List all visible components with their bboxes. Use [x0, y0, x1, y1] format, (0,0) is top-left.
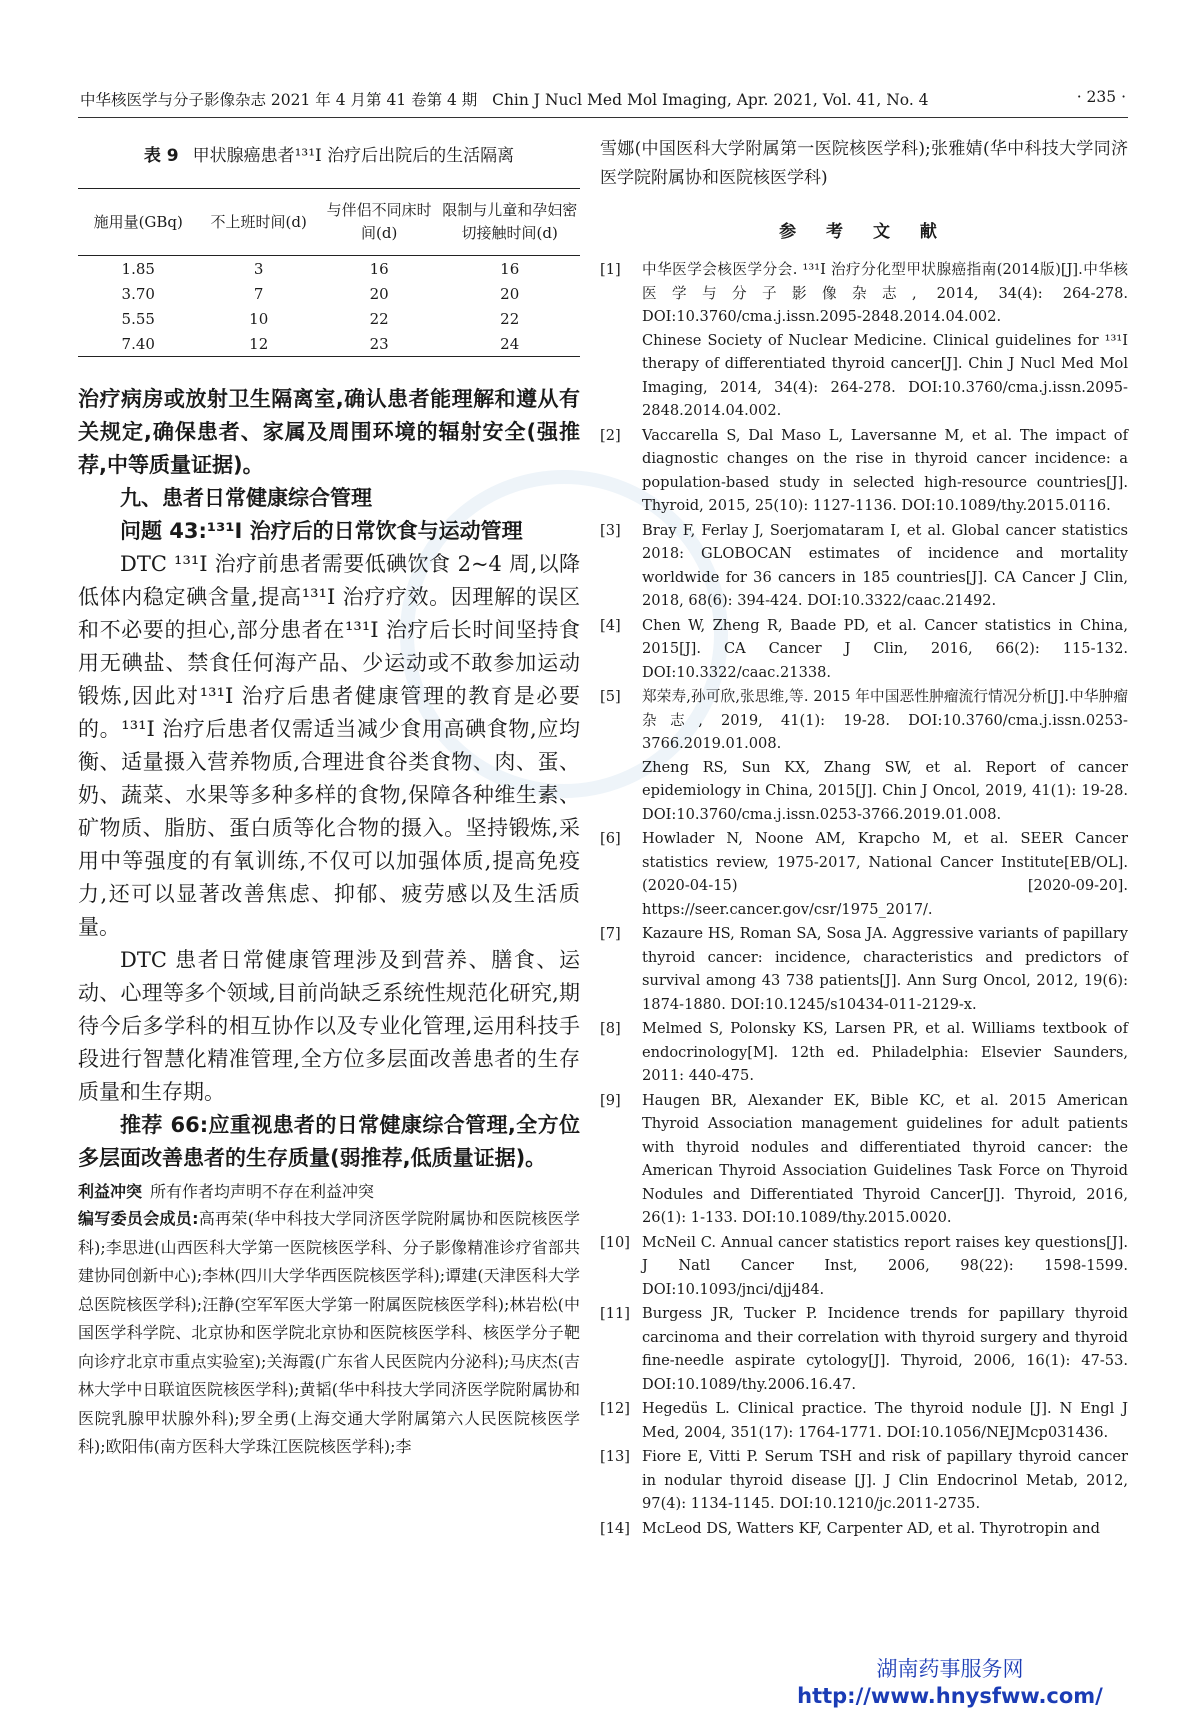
table-title: 甲状腺癌患者¹³¹I 治疗后出院后的生活隔离	[192, 146, 515, 166]
recommendation-66: 推荐 66:应重视患者的日常健康综合管理,全方位多层面改善患者的生存质量(弱推荐,低质量证据)。	[78, 1113, 580, 1170]
reference-number: [9]	[600, 1091, 621, 1109]
reference-text-en: Zheng RS, Sun KX, Zhang SW, et al. Report of cancer epidemiology in China, 2015[J]. Chin J Oncol, 2019, 41(1): 19-28. DOI:10.3760/cma.j.issn.0253-3766.2019.01.008.	[642, 758, 1128, 823]
table-row	[78, 306, 580, 331]
reference-number: [12]	[600, 1400, 630, 1417]
col-header-separate-bed: 与伴侣不同床时间(d)	[326, 201, 432, 242]
reference-number: [8]	[600, 1020, 621, 1037]
reference-number: [7]	[600, 925, 621, 942]
reference-text: Haugen BR, Alexander EK, Bible KC, et al. 2015 American Thyroid Association management guidelines for adult patients with thyroid nodules and differentiated thyroid cancer: the American Thyroid Association Guidelines Task Force on Thyroid Nodules and Differentiated Thyroid Cancer[J]. Thyroid, 2016, 26(1): 1-133. DOI:10.1089/thy.2015.0020.	[642, 1091, 1128, 1226]
reference-item	[600, 424, 1128, 518]
reference-list	[600, 258, 1128, 1540]
reference-text: Vaccarella S, Dal Maso L, Laversanne M, et al. The impact of diagnostic changes on the rise in thyroid cancer incidence: a population-based study in selected high-resource countries[J]. Thyroid, 2015, 25(10): 1127-1136. DOI:10.1089/thy.2015.0116.	[642, 426, 1128, 514]
table-cell: 7.40	[121, 334, 155, 353]
reference-text-en: Chinese Society of Nuclear Medicine. Clinical guidelines for ¹³¹I therapy of differentiated thyroid cancer[J]. Chin J Nucl Med Mol Imaging, 2014, 34(4): 264-278. DOI:10.3760/cma.j.issn.2095-2848.2014.04.002.	[642, 331, 1128, 419]
committee-label: 编写委员会成员:	[78, 1209, 199, 1228]
reference-item	[600, 1397, 1128, 1444]
reference-text: Bray F, Ferlay J, Soerjomataram I, et al. Global cancer statistics 2018: GLOBOCAN estimates of incidence and mortality worldwide for 36 cancers in 185 countries[J]. CA Cancer J Clin, 2018, 68(6): 394-424. DOI:10.3322/caac.21492.	[642, 521, 1128, 609]
col-header-off-work: 不上班时间(d)	[210, 212, 307, 231]
table-cell: 5.55	[121, 309, 155, 328]
journal-citation	[80, 88, 929, 110]
table-cell: 20	[500, 284, 520, 303]
reference-item	[600, 922, 1128, 1016]
reference-number: [13]	[600, 1448, 630, 1465]
header-rule	[78, 117, 1128, 118]
site-url[interactable]: http://www.hnysfww.com/	[797, 1684, 1103, 1708]
reference-text: McNeil C. Annual cancer statistics report raises key questions[J]. J Natl Cancer Inst, 2006, 98(22): 1598-1599. DOI:10.1093/jnci/djj484.	[642, 1233, 1128, 1298]
table-caption	[78, 141, 580, 166]
reference-item	[600, 258, 1128, 423]
reference-number: [1]	[600, 261, 621, 278]
table-cell: 23	[369, 334, 389, 353]
conflict-label: 利益冲突	[78, 1182, 143, 1201]
reference-text: 郑荣寿,孙可欣,张思维,等. 2015 年中国恶性肿瘤流行情况分析[J].中华肿瘤杂志, 2019, 41(1): 19-28. DOI:10.3760/cma.j.issn.0253-3766.2019.01.008.	[642, 688, 1128, 752]
isolation-table	[78, 188, 580, 357]
reference-item	[600, 1231, 1128, 1302]
table-cell: 12	[249, 334, 269, 353]
recommendation-continuation: 治疗病房或放射卫生隔离室,确认患者能理解和遵从有关规定,确保患者、家属及周围环境的辐射安全(强推荐,中等质量证据)。	[78, 387, 580, 477]
committee-members-continuation: 雪娜(中国医科大学附属第一医院核医学科);张雅婧(华中科技大学同济医学院附属协和医院核医学科)	[600, 139, 1128, 188]
table-cell: 24	[500, 334, 520, 353]
reference-text: Kazaure HS, Roman SA, Sosa JA. Aggressive variants of papillary thyroid cancer: incidence, characteristics and predictors of survival among 43 738 patients[J]. Ann Surg Oncol, 2012, 19(6): 1874-1880. DOI:10.1245/s10434-011-2129-x.	[642, 925, 1128, 1013]
reference-number: [5]	[600, 688, 621, 705]
reference-number: [4]	[600, 616, 621, 634]
table-cell: 22	[369, 309, 389, 328]
footer-watermark-site	[780, 1656, 1120, 1710]
body-paragraph-health-management: DTC 患者日常健康管理涉及到营养、膳食、运动、心理等多个领域,目前尚缺乏系统性规范化研究,期待今后多学科的相互协作以及专业化管理,运用科技手段进行智慧化精准管理,全方位多层面改善患者的生存质量和生存期。	[78, 948, 580, 1104]
col-header-dose: 施用量(GBq)	[93, 212, 183, 231]
body-paragraph-diet-exercise: DTC ¹³¹I 治疗前患者需要低碘饮食 2~4 周,以降低体内稳定碘含量,提高¹³¹I 治疗疗效。因理解的误区和不必要的担心,部分患者在¹³¹I 治疗后长时间坚持食用无碘盐、禁食任何海产品、少运动或不敢参加运动锻炼,因此对¹³¹I 治疗后患者健康管理的教育是必要的。¹³¹I 治疗后患者仅需适当减少食用高碘食物,应均衡、适量摄入营养物质,合理进食谷类食物、肉、蛋、奶、蔬菜、水果等多种多样的食物,保障各种维生素、矿物质、脂肪、蛋白质等化合物的摄入。坚持锻炼,采用中等强度的有氧训练,不仅可以加强体质,提高免疫力,还可以显著改善焦虑、抑郁、疲劳感以及生活质量。	[78, 552, 580, 939]
section-heading-9: 九、患者日常健康综合管理	[120, 486, 372, 510]
reference-item	[600, 685, 1128, 826]
table-row	[78, 256, 580, 282]
reference-number: [10]	[600, 1233, 630, 1251]
committee-members	[78, 1205, 580, 1462]
table-cell: 16	[500, 259, 520, 278]
table-row	[78, 281, 580, 306]
table-header-row	[78, 189, 580, 256]
journal-name-en: Chin J Nucl Med Mol Imaging, Apr. 2021, Vol. 41, No. 4	[492, 91, 929, 109]
question-43-heading: 问题 43:¹³¹I 治疗后的日常饮食与运动管理	[120, 519, 523, 543]
reference-item	[600, 1517, 1128, 1541]
reference-text: Melmed S, Polonsky KS, Larsen PR, et al. Williams textbook of endocrinology[M]. 12th ed. Philadelphia: Elsevier Saunders, 2011: 440-475.	[642, 1020, 1128, 1084]
reference-text: Fiore E, Vitti P. Serum TSH and risk of papillary thyroid cancer in nodular thyroid disease [J]. J Clin Endocrinol Metab, 2012, 97(4): 1134-1145. DOI:10.1210/jc.2011-2735.	[642, 1448, 1128, 1512]
page-header	[70, 88, 1130, 116]
table-number: 表 9	[143, 146, 179, 166]
references-heading: 参 考 文 献	[779, 222, 949, 242]
reference-text: McLeod DS, Watters KF, Carpenter AD, et al. Thyrotropin and	[642, 1519, 1100, 1537]
table-cell: 3.70	[121, 284, 155, 303]
reference-number: [14]	[600, 1519, 630, 1537]
reference-number: [2]	[600, 426, 621, 444]
table-cell: 3	[253, 259, 264, 278]
reference-text: Hegedüs L. Clinical practice. The thyroid nodule [J]. N Engl J Med, 2004, 351(17): 1764-1771. DOI:10.1056/NEJMcp031436.	[642, 1400, 1128, 1441]
journal-name-cn: 中华核医学与分子影像杂志 2021 年 4 月第 41 卷第 4 期	[80, 91, 478, 109]
reference-item	[600, 1302, 1128, 1396]
reference-item	[600, 614, 1128, 685]
reference-text: 中华医学会核医学分会. ¹³¹I 治疗分化型甲状腺癌指南(2014版)[J].中华核医学与分子影像杂志, 2014, 34(4): 264-278. DOI:10.3760/cma.j.issn.2095-2848.2014.04.002.	[642, 261, 1128, 325]
site-name: 湖南药事服务网	[876, 1657, 1024, 1681]
page-number: · 235 ·	[1076, 88, 1126, 106]
table-cell: 7	[253, 284, 264, 303]
table-row	[78, 331, 580, 357]
reference-number: [3]	[600, 521, 621, 539]
right-column	[600, 135, 1128, 1541]
col-header-contact-limit: 限制与儿童和孕妇密切接触时间(d)	[442, 201, 578, 242]
table-cell: 1.85	[121, 259, 155, 278]
reference-item	[600, 1017, 1128, 1088]
table-cell: 22	[500, 309, 520, 328]
reference-text: Chen W, Zheng R, Baade PD, et al. Cancer statistics in China, 2015[J]. CA Cancer J Clin, 2016, 66(2): 115-132. DOI:10.3322/caac.21338.	[642, 616, 1128, 681]
conflict-of-interest	[78, 1179, 580, 1205]
table-cell: 20	[369, 284, 389, 303]
table-cell: 10	[249, 309, 269, 328]
reference-item	[600, 1445, 1128, 1516]
reference-text: Howlader N, Noone AM, Krapcho M, et al. SEER Cancer statistics review, 1975-2017, National Cancer Institute[EB/OL]. (2020-04-15) [2020-09-20]. https://seer.cancer.gov/csr/1975_2017/.	[642, 830, 1128, 918]
reference-item	[600, 1089, 1128, 1230]
reference-number: [6]	[600, 830, 621, 847]
reference-item	[600, 519, 1128, 613]
reference-text: Burgess JR, Tucker P. Incidence trends for papillary thyroid carcinoma and their correlation with thyroid surgery and thyroid fine-needle aspirate cytology[J]. Thyroid, 2006, 16(1): 47-53. DOI:10.1089/thy.2006.16.47.	[642, 1305, 1128, 1393]
conflict-text: 所有作者均声明不存在利益冲突	[150, 1182, 375, 1201]
committee-text: 高再荣(华中科技大学同济医学院附属协和医院核医学科);李思进(山西医科大学第一医院核医学科、分子影像精准诊疗省部共建协同创新中心);李林(四川大学华西医院核医学科);谭建(天津医科大学总医院核医学科);汪静(空军军医大学第一附属医院核医学科);林岩松(中国医学科学院、北京协和医学院北京协和医院核医学科、核医学分子靶向诊疗北京市重点实验室);关海霞(广东省人民医院内分泌科);马庆杰(吉林大学中日联谊医院核医学科);黄韬(华中科技大学同济医学院附属协和医院乳腺甲状腺外科);罗全勇(上海交通大学附属第六人民医院核医学科);欧阳伟(南方医科大学珠江医院核医学科);李	[78, 1209, 580, 1456]
reference-number: [11]	[600, 1305, 630, 1322]
left-column	[78, 135, 580, 1462]
table-cell: 16	[369, 259, 389, 278]
reference-item	[600, 827, 1128, 921]
